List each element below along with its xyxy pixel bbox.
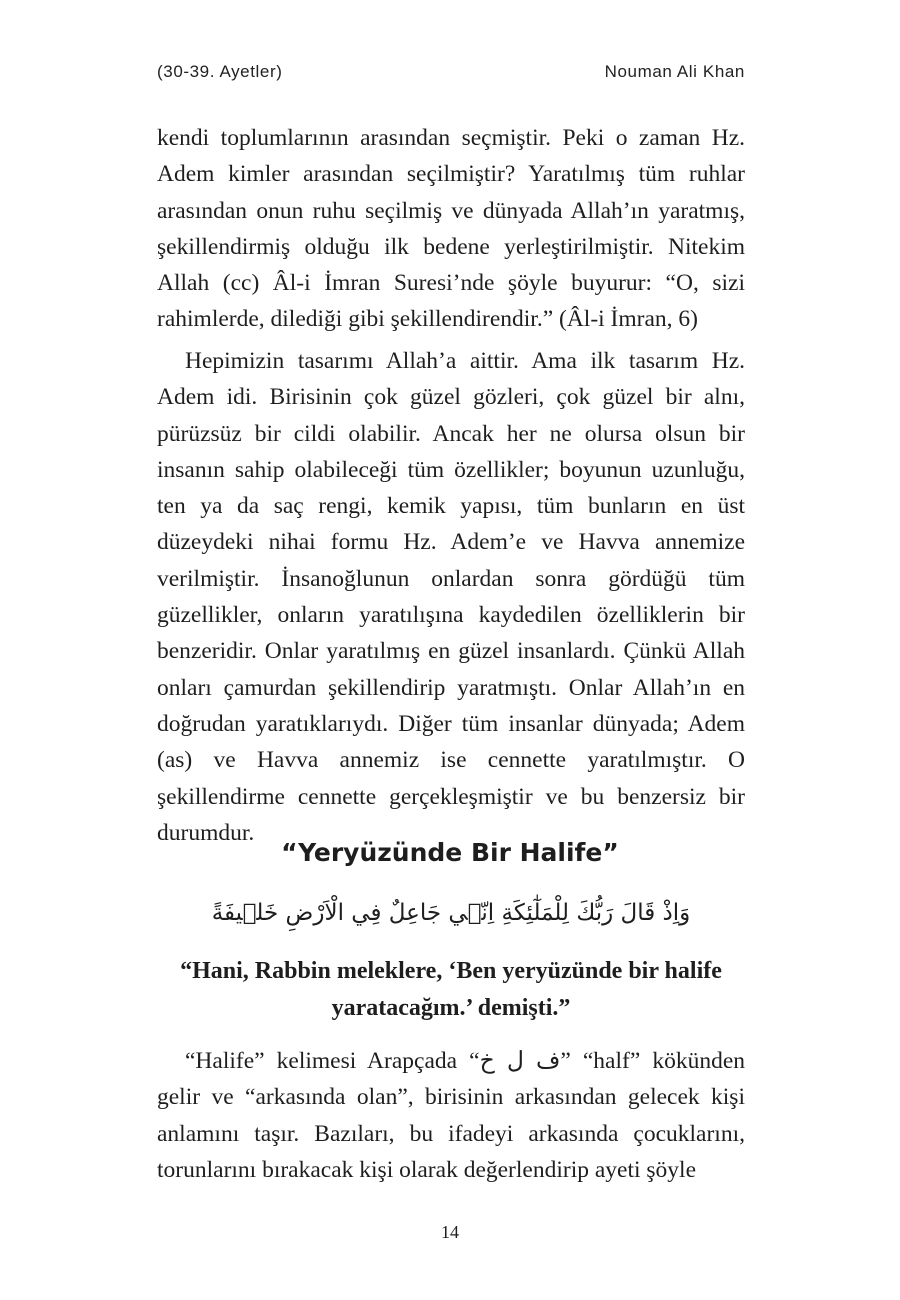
section-heading: “Yeryüzünde Bir Halife” (281, 838, 619, 867)
verse-translation: “Hani, Rabbin meleklere, ‘Ben yeryüzünde bir halife yaratacağım.’ demişti.” (180, 958, 722, 1021)
paragraph-2: Hepimizin tasarımı Allah’a aittir. Ama ilk tasarım Hz. Adem idi. Birisinin çok güzel gözleri, çok güzel bir alnı, pürüzsüz bir cildi olabilir. Ancak her ne olursa olsun bir insanın sahip olabileceği tüm özellikler; boyunun uzunluğu, ten ya da saç rengi, kemik yapısı, tüm bunların en üst düzeydeki nihai formu Hz. Adem’e ve Havva annemize verilmiştir. İnsanoğlunun onlardan sonra gördüğü tüm güzellikler, onların yaratılışına kaydedilen özelliklerin bir benzeridir. Onlar yaratılmış en güzel insanlardı. Çünkü Allah onları çamurdan şekillendirip yaratmıştı. Onlar Allah’ın en doğrudan yaratıklarıydı. Diğer tüm insanlar dünyada; Adem (as) ve Havva annemiz ise cennette yaratılmıştır. O şekillendirme cennette gerçekleşmiştir ve bu benzersiz bir durumdur. (157, 348, 745, 846)
header-chapter-range: (30-39. Ayetler) (157, 62, 283, 81)
arabic-verse: وَاِذْ قَالَ رَبُّكَ لِلْمَلٰٓئِكَةِ اِنّ۪ي جَاعِلٌ فِي الْاَرْضِ خَل۪يفَةً (211, 900, 691, 926)
paragraph-3: “Halife” kelimesi Arapçada “ف ل خ” “half” kökünden gelir ve “arkasında olan”, birisinin arkasından gelecek kişi anlamını taşır. Bazıları, bu ifadeyi arkasında çocuklarını, torunlarını bırakacak kişi olarak değerlendirip ayeti şöyle (157, 1048, 745, 1183)
paragraph-1: kendi toplumlarının arasından seçmiştir. Peki o zaman Hz. Adem kimler arasından seçilmiştir? Yaratılmış tüm ruhlar arasından onun ruhu seçilmiş ve dünyada Allah’ın yaratmış, şekillendirmiş olduğu ilk bedene yerleştirilmiştir. Nitekim Allah (cc) Âl-i İmran Suresi’nde şöyle buyurur: “O, sizi rahimlerde, dilediği gibi şekillendirendir.” (Âl-i İmran, 6) (157, 125, 745, 333)
page-number: 14 (441, 1222, 459, 1242)
header-author: Nouman Ali Khan (604, 62, 745, 81)
running-header (157, 62, 745, 82)
